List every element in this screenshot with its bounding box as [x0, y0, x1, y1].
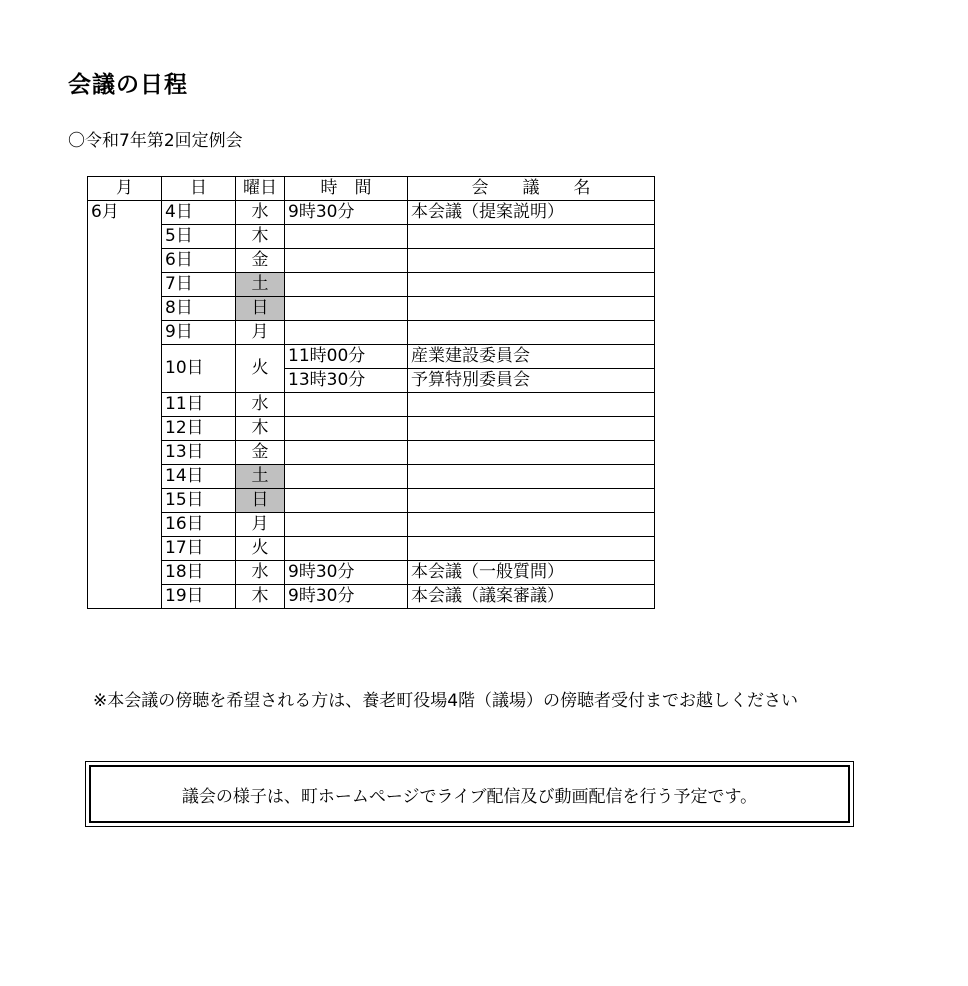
- meeting-name-cell: [408, 393, 655, 417]
- time-cell: 13時30分: [285, 369, 408, 393]
- day-cell: 19日: [162, 585, 236, 609]
- weekday-cell: 金: [236, 441, 285, 465]
- weekday-cell: 土: [236, 273, 285, 297]
- weekday-cell: 火: [236, 537, 285, 561]
- time-cell: [285, 489, 408, 513]
- table-header-row: [88, 177, 655, 201]
- weekday-cell: 日: [236, 489, 285, 513]
- time-cell: [285, 513, 408, 537]
- day-cell: 16日: [162, 513, 236, 537]
- day-cell: 15日: [162, 489, 236, 513]
- weekday-cell: 日: [236, 297, 285, 321]
- table-row: [88, 441, 655, 465]
- meeting-name-cell: [408, 465, 655, 489]
- weekday-cell: 月: [236, 513, 285, 537]
- session-heading: 〇令和7年第2回定例会: [68, 131, 243, 151]
- day-cell: 6日: [162, 249, 236, 273]
- meeting-name-cell: 産業建設委員会: [408, 345, 655, 369]
- weekday-cell: 木: [236, 225, 285, 249]
- schedule-table: [87, 176, 655, 609]
- table-row: [88, 417, 655, 441]
- broadcast-notice-box: [85, 761, 854, 827]
- table-row: [88, 297, 655, 321]
- table-row: [88, 201, 655, 225]
- day-cell: 18日: [162, 561, 236, 585]
- day-cell: 12日: [162, 417, 236, 441]
- weekday-cell: 土: [236, 465, 285, 489]
- meeting-name-cell: [408, 441, 655, 465]
- page-title: 会議の日程: [68, 72, 188, 98]
- table-row: [88, 537, 655, 561]
- day-cell: 7日: [162, 273, 236, 297]
- table-row: [88, 561, 655, 585]
- table-row: [88, 513, 655, 537]
- time-cell: [285, 225, 408, 249]
- meeting-name-cell: 本会議（議案審議）: [408, 585, 655, 609]
- weekday-cell: 月: [236, 321, 285, 345]
- meeting-name-cell: 本会議（提案説明）: [408, 201, 655, 225]
- meeting-name-cell: [408, 225, 655, 249]
- meeting-name-cell: [408, 537, 655, 561]
- table-row: [88, 249, 655, 273]
- time-cell: [285, 321, 408, 345]
- day-cell: 5日: [162, 225, 236, 249]
- time-cell: [285, 273, 408, 297]
- attendance-note: ※本会議の傍聴を希望される方は、養老町役場4階（議場）の傍聴者受付までお越しください: [93, 691, 799, 711]
- weekday-cell: 木: [236, 417, 285, 441]
- weekday-cell: 水: [236, 393, 285, 417]
- day-cell: 14日: [162, 465, 236, 489]
- day-cell: 17日: [162, 537, 236, 561]
- schedule-body: [88, 201, 655, 609]
- time-cell: 9時30分: [285, 561, 408, 585]
- meeting-name-cell: 予算特別委員会: [408, 369, 655, 393]
- weekday-cell: 金: [236, 249, 285, 273]
- time-cell: [285, 441, 408, 465]
- meeting-name-cell: [408, 513, 655, 537]
- header-time: 時 間: [285, 177, 408, 201]
- time-cell: 9時30分: [285, 585, 408, 609]
- day-cell: 9日: [162, 321, 236, 345]
- meeting-name-cell: [408, 321, 655, 345]
- table-row: [88, 393, 655, 417]
- meeting-name-cell: [408, 417, 655, 441]
- time-cell: [285, 249, 408, 273]
- table-row: [88, 345, 655, 369]
- table-row: [88, 585, 655, 609]
- day-cell: 11日: [162, 393, 236, 417]
- table-row: [88, 489, 655, 513]
- month-cell: 6月: [88, 201, 162, 609]
- table-row: [88, 273, 655, 297]
- meeting-name-cell: [408, 249, 655, 273]
- broadcast-notice: 議会の様子は、町ホームページでライブ配信及び動画配信を行う予定です。: [89, 765, 850, 823]
- meeting-name-cell: [408, 273, 655, 297]
- meeting-name-cell: 本会議（一般質問）: [408, 561, 655, 585]
- weekday-cell: 木: [236, 585, 285, 609]
- weekday-cell: 火: [236, 345, 285, 393]
- weekday-cell: 水: [236, 561, 285, 585]
- time-cell: [285, 393, 408, 417]
- day-cell: 10日: [162, 345, 236, 393]
- header-weekday: 曜日: [236, 177, 285, 201]
- time-cell: [285, 537, 408, 561]
- time-cell: [285, 417, 408, 441]
- time-cell: [285, 465, 408, 489]
- day-cell: 13日: [162, 441, 236, 465]
- header-day: 日: [162, 177, 236, 201]
- weekday-cell: 水: [236, 201, 285, 225]
- day-cell: 8日: [162, 297, 236, 321]
- time-cell: [285, 297, 408, 321]
- day-cell: 4日: [162, 201, 236, 225]
- time-cell: 11時00分: [285, 345, 408, 369]
- header-month: 月: [88, 177, 162, 201]
- table-row: [88, 465, 655, 489]
- meeting-name-cell: [408, 489, 655, 513]
- table-row: [88, 225, 655, 249]
- table-row: [88, 321, 655, 345]
- time-cell: 9時30分: [285, 201, 408, 225]
- meeting-name-cell: [408, 297, 655, 321]
- header-meeting-name: 会 議 名: [408, 177, 655, 201]
